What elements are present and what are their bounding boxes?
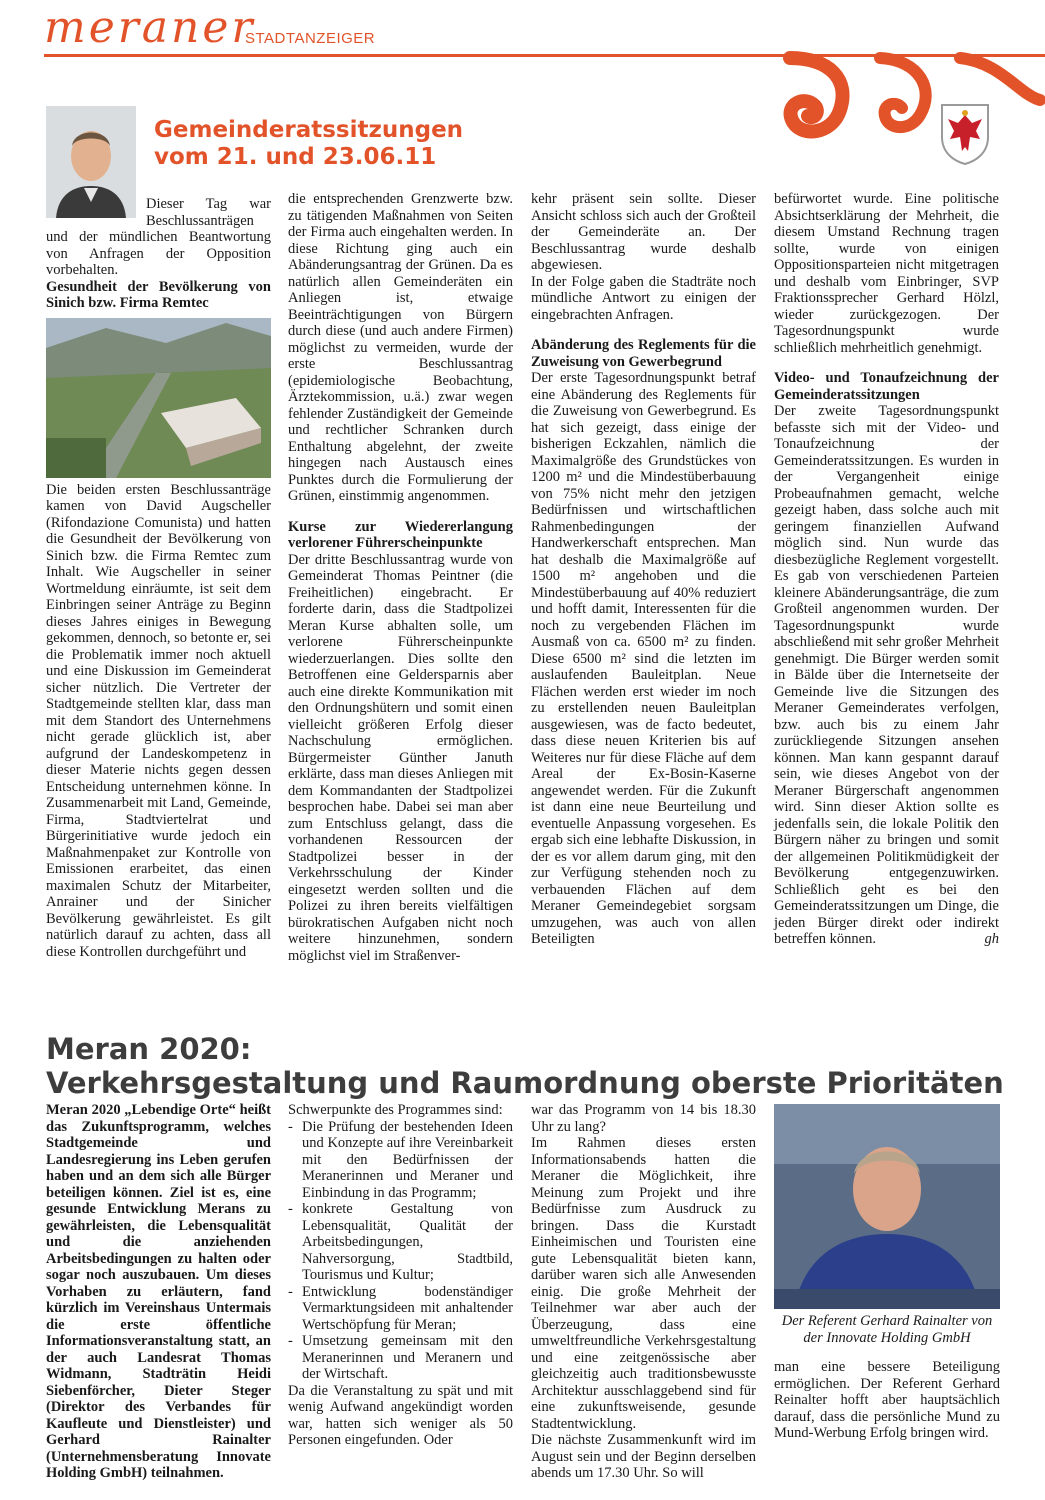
article-1-column-1 — [46, 196, 271, 960]
priority-item: - Entwicklung bodenständiger Vermarktungsideen mit anhaltender Wertschöpfung für Meran; — [288, 1284, 513, 1334]
article-1-title — [154, 117, 463, 171]
article-1-subhead-3: Abänderung des Reglements für die Zuweisung von Gewerbegrund — [531, 337, 756, 370]
article-2-column-4 — [774, 1359, 1000, 1442]
priority-item: - Umsetzung gemeinsam mit den Meranerinnen und Meranern und der Wirtschaft. — [288, 1333, 513, 1383]
article-1-column-3 — [531, 191, 756, 948]
article-2-col3-paragraph-3: Die nächste Zusammenkunft wird im August sein und der Beginn derselben abends um 17.30 Uhr. So will — [531, 1432, 756, 1481]
article-1-col4-body: Der zweite Tagesordnungspunkt befasste sich mit der Video- und Tonaufzeichnung der Gemeinderatssitzungen. Es wurden in der Vergangenheit einige Probeaufnahmen gemacht, welche gezeigt haben, dass solche auch mit geringem finanziellen Aufwand möglich sind. Nun wurde das diesbezügliche Reglement vorgestellt. Es gab von verschiedenen Parteien kleinere Abänderungsanträge, die zum Großteil angenommen wurden. Der Tagesordnungspunkt wurde abschließend mit sehr großer Mehrheit genehmigt. Die Bürger werden somit in Bälde über die Internetseite der Gemeinde live die Sitzungen des Meraner Gemeinderates verfolgen, bzw. auch bis zu einem Jahr zurückliegende Sitzungen ansehen können. Man kann gespannt darauf sein, wie dieses Angebot von der Meraner Bürgerschaft angenommen wird. Sinn dieser Aktion sollte es jedenfalls sein, die lokale Politik den Bürgern näher zu bringen und somit der allgemeinen Politikmüdigkeit der Bevölkerung entgegenzuwirken. Schließlich geht es bei den Gemeinderatssitzungen um Dinge, die jeden Bürger direkt oder indirekt betreffen können. — [774, 403, 999, 947]
masthead-subtitle: STADTANZEIGER — [245, 30, 376, 47]
coat-of-arms-icon — [940, 103, 990, 165]
article-1-col3-paragraph-2: In der Folge gaben die Stadträte noch mündliche Antwort zu einigen der eingebrachten Anfragen. — [531, 273, 756, 323]
masthead-title: meraner — [44, 2, 256, 53]
article-1-column-2 — [288, 191, 513, 964]
article-1-col3-paragraph-1: kehr präsent sein sollte. Dieser Ansicht schloss sich auch der Großteil der Gemeinderäte an. Der Beschlussantrag wurde deshalb abgewiesen. — [531, 191, 756, 273]
article-2-column-3 — [531, 1102, 756, 1482]
priorities-list — [288, 1119, 513, 1383]
priority-item: - Die Prüfung der bestehenden Ideen und Konzepte auf ihre Vereinbarkeit mit den Bedürfnissen der Meranerinnen und Meraner und Einbindung in das Programm; — [288, 1119, 513, 1202]
article-1-col3-paragraph-3: Der erste Tagesordnungspunkt betraf eine Abänderung des Reglements für die Zuweisung von Gewerbegrund. Es hat sich gezeigt, dass einige der bisherigen Eckzahlen, nämlich die Maximalgröße des Grundstückes von 1200 m² und die Mindestüberbauung von 75% nicht mehr den jetzigen Bedürfnissen und wirtschaftlichen Rahmenbedingungen der Handwerkerschaft entsprechen. Man hat deshalb die Maximalgröße auf 1500 m² angehoben und die Mindestüberbauung auf 40% reduziert und hofft damit, Interessenten für die noch zu vergebenden Flächen im Ausmaß von ca. 6500 m² zu finden. Diese 6500 m² sind die letzten im auslaufenden Bauleitplan. Neue Flächen werden erst wieder im noch zu erstellenden neuen Bauleitplan ausgewiesen, was de facto bedeutet, dass diese neuen Kriterien bis auf Weiteres nur für diese Fläche auf dem Areal der Ex-Bosin-Kaserne angewendet werden. Für die Zukunft ist dann eine neue Beurteilung und eventuelle Anpassung vorgesehen. Es ergab sich eine lebhafte Diskussion, in der es vor allem darum ging, mit den zur Verfügung stehenden noch zu verbauenden Flächen auf dem Meraner Gemeindegebiet sorgsam umzugehen, was auch von allen Beteiligten — [531, 370, 756, 947]
masthead — [0, 0, 1045, 120]
article-1-intro: Dieser Tag war Beschlussanträgen und der mündlichen Beantwortung von Anfragen der Opposition vorbehalten. — [46, 196, 271, 278]
photo-caption — [774, 1313, 1000, 1346]
article-1-col2-paragraph-2: Der dritte Beschlussantrag wurde von Gemeinderat Thomas Peintner (die Freiheitlichen) eingebracht. Er forderte darin, dass die Stadtpolizei Meran Kurse abhalten solle, um verlorene Führerscheinpunkte wiederzuerlangen. Dies sollte den Betroffenen eine Geldersparnis aber auch eine direkte Kommunikation mit den Ordnungshütern und somit einen vielleicht größeren Erfolg dieser Nachschulung ermöglichen. Bürgermeister Günther Januth erklärte, dass man dieses Anliegen mit dem Kommandanten der Stadtpolizei besprochen habe. Dabei sei man aber zum Entschluss gelangt, dass die vorhandenen Ressourcen der Stadtpolizei besser in der Verkehrsschulung der Kinder eingesetzt werden sollten und die Polizei zu ihren bereits vielfältigen bürokratischen Aufgaben nicht noch weitere hinzunehmen, sondern möglichst viel im Straßenver- — [288, 551, 513, 964]
article-2-title-line-2: Verkehrsgestaltung und Raumordnung oberste Prioritäten — [46, 1066, 1004, 1100]
article-2-col3-paragraph-1: war das Programm von 14 bis 18.30 Uhr zu lang? — [531, 1102, 756, 1135]
ornament-swirl-icon — [770, 40, 1045, 150]
article-2-lead: Meran 2020 „Lebendige Orte“ heißt das Zukunftsprogramm, welches Stadtgemeinde und Landesregierung ins Leben gerufen haben und an dem sich alle Bürger beteiligen können. Ziel ist es, eine gesunde Entwicklung Merans zu gewährleisten, die Lebensqualität und die anziehenden Arbeitsbedingungen zu halten oder sogar noch auszubauen. Um dieses Vorhaben zu erläutern, fand kürzlich im Vereinshaus Untermais die erste öffentliche Informationsveranstaltung statt, an der auch Landesrat Thomas Widmann, Stadträtin Heidi Siebenförcher, Dieter Steger (Direktor des Verbandes für Kaufleute und Dienstleister) und Gerhard Rainalter (Unternehmensberatung Innovate Holding GmbH) teilnahmen. — [46, 1102, 271, 1481]
article-1-column-4 — [774, 191, 999, 948]
article-2-col4-paragraph-1: man eine bessere Beteiligung ermöglichen. Der Referent Gerhard Reinalter hofft aber hauptsächlich darauf, dass die persönliche Mund zu Mund-Werbung Erfolg bringen wird. — [774, 1359, 1000, 1441]
article-2-title-line-1: Meran 2020: — [46, 1032, 252, 1066]
article-1-col2-paragraph-1: die entsprechenden Grenzwerte bzw. zu tätigenden Maßnahmen von Seiten der Firma auch eingehalten werden. In diese Richtung ging auch ein Abänderungsantrag der Grünen. Da es natürlich allen Gemeinderäten ein Anliegen ist, etwaige Beeinträchtigungen von Bürgern durch diese (und auch andere Firmen) möglichst zu vermeiden, wurde der erste Beschlussantrag (epidemiologische Beobachtung, Ärztekommission, u.ä.) zwar wegen fehlender Zuständigkeit der Gemeinde und rechtlicher Schranken durch Enthaltung abgelehnt, der zweite hingegen nach Austausch eines Punktes durch die Formulierung der Grünen, einstimmig angenommen. — [288, 191, 513, 504]
article-1-col4-paragraph-1: befürwortet wurde. Eine politische Absichtserklärung der Mehrheit, die diesem Umstand Rechnung tragen sollte, wurde von einigen Oppositionsparteien nicht mitgetragen und deshalb vom Einbringer, SVP Fraktionssprecher Gerhard Hölzl, wieder zurückgezogen. Der Tagesordnungspunkt wurde schließlich mehrheitlich genehmigt. — [774, 191, 999, 356]
article-1-col4-paragraph-2 — [774, 403, 999, 948]
sinich-aerial-photo — [46, 318, 271, 478]
article-1-subhead-2: Kurse zur Wiedererlangung verlorener Führerscheinpunkte — [288, 518, 513, 551]
article-1-subhead-4: Video- und Tonaufzeichnung der Gemeinderatssitzungen — [774, 370, 999, 403]
priority-item: - konkrete Gestaltung von Lebensqualität, Qualität der Arbeitsbedingungen, Nahversorgung, Stadtbild, Tourismus und Kultur; — [288, 1201, 513, 1284]
speaker-photo — [774, 1104, 1000, 1309]
article-1-body-1: Die beiden ersten Beschlussanträge kamen von David Augscheller (Rifondazione Comunista) und hatten die Gesundheit der Bevölkerung von Sinich bzw. die Firma Remtec zum Inhalt. Wie Augscheller in seiner Wortmeldung einräumte, ist seit dem Einbringen seiner Anträge zu Beginn dieses Jahres einiges in Bewegung gekommen, dennoch, so betonte er, sei die Problematik immer noch aktuell und eine Diskussion im Gemeinderat sicher nützlich. Die Vertreter der Stadtgemeinde stellten klar, dass man mit dem Standort des Unternehmens nicht gerade glücklich ist, aber aufgrund der Landeskompetenz in dieser Materie nichts gegen dessen Entscheidung unternehmen könne. In Zusammenarbeit mit Land, Gemeinde, Firma, Stadtviertelrat und Bürgerinitiative wurde jedoch ein Maßnahmenpaket zur Kontrolle von Emissionen erarbeitet, das einen maximalen Schutz der Mitarbeiter, Anrainer und der Sinicher Bevölkerung gewährleistet. Es gilt natürlich darauf zu achten, dass all diese Kontrollen durchgeführt und — [46, 481, 271, 960]
article-2-column-2 — [288, 1102, 513, 1449]
author-signature: gh — [984, 931, 999, 947]
article-2-title — [46, 1032, 1004, 1100]
article-2-column-1 — [46, 1102, 271, 1482]
article-2-list-intro: Schwerpunkte des Programmes sind: — [288, 1102, 503, 1118]
photo-caption-line-1: Der Referent Gerhard Rainalter von — [781, 1313, 993, 1329]
article-1-title-line-1: Gemeinderatssitzungen — [154, 117, 464, 143]
article-2-col2-outro: Da die Veranstaltung zu spät und mit wenig Aufwand angekündigt worden war, hatten sich weniger als 50 Personen eingefunden. Oder — [288, 1382, 513, 1448]
article-2-col3-paragraph-2: Im Rahmen dieses ersten Informationsabends hatten die Meraner die Möglichkeit, ihre Meinung zum Projekt und ihre Bedürfnisse zum Ausdruck zu bringen. Dass die Kurstadt Einheimischen und Touristen eine gute Lebensqualität bieten kann, darüber waren sich alle Anwesenden einig. Die große Mehrheit der Teilnehmer war aber auch der Überzeugung, dass eine umweltfreundliche Verkehrsgestaltung und eine zeitgenössische aber gleichzeitig auch traditionsbewusste Architektur ausschlaggebend sind für eine zukunftsweisende, gesunde Stadtentwicklung. — [531, 1135, 756, 1432]
photo-caption-line-2: der Innovate Holding GmbH — [803, 1329, 971, 1346]
article-1-subhead-1: Gesundheit der Bevölkerung von Sinich bzw. Firma Remtec — [46, 278, 271, 311]
article-1-title-line-2: vom 21. und 23.06.11 — [154, 144, 437, 170]
